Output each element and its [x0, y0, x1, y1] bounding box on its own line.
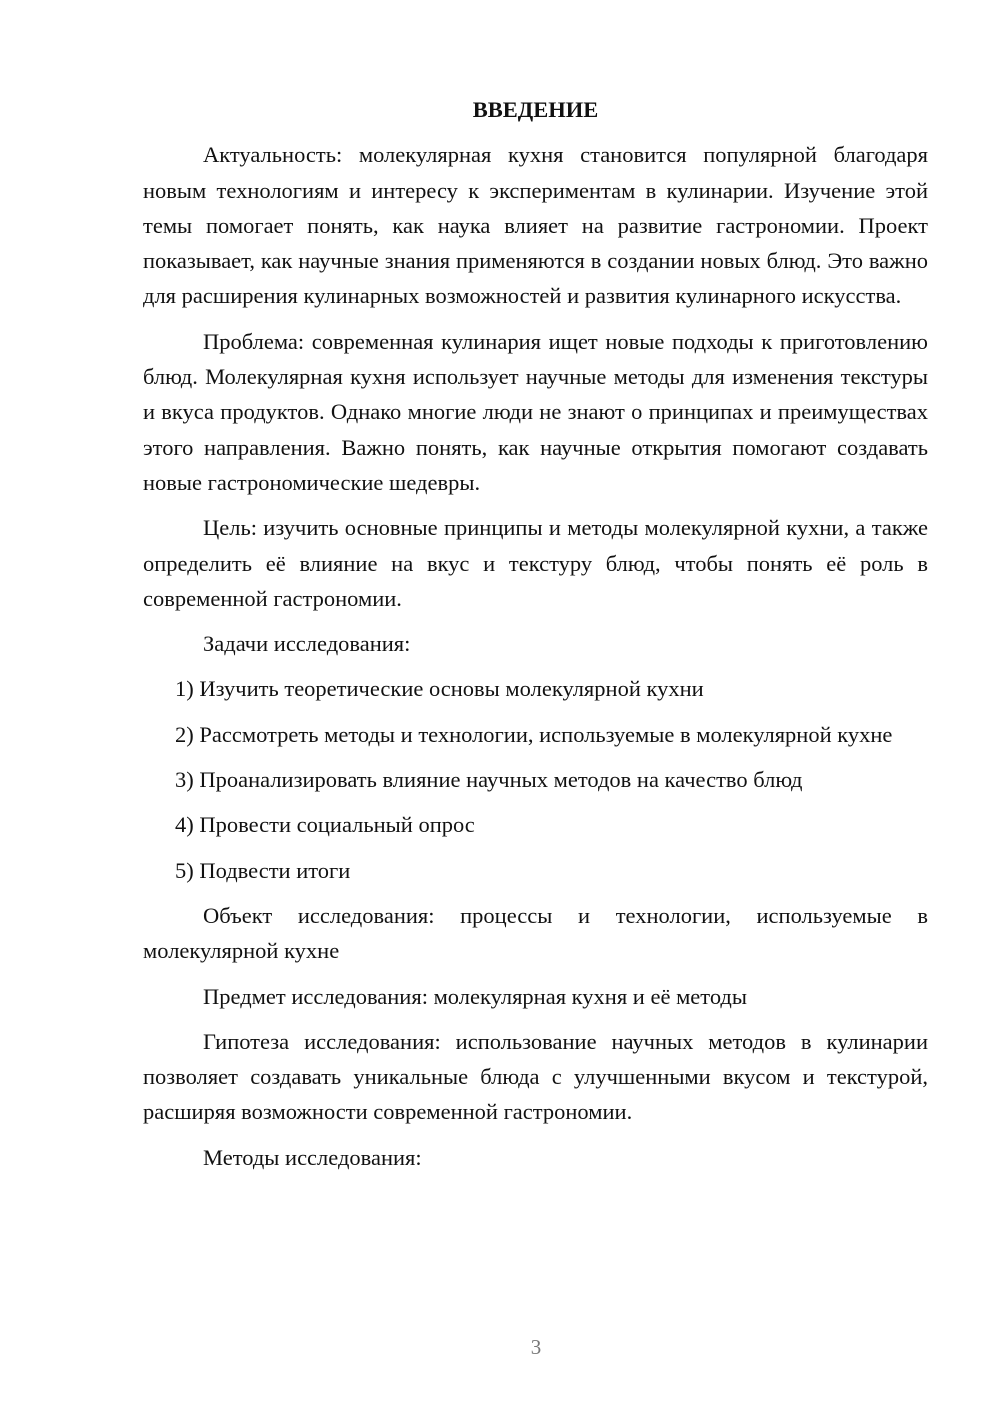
section-heading: ВВЕДЕНИЕ: [472, 97, 599, 122]
research-subject-paragraph: Предмет исследования: молекулярная кухня и её методы: [203, 983, 747, 1009]
goal-paragraph: Цель: изучить основные принципы и методы молекулярной кухни, а также определить её влияние на вкус и текстуру блюд, чтобы понять её роль в современной гастрономии.: [143, 515, 928, 611]
task-item-2: 2) Рассмотреть методы и технологии, используемые в молекулярной кухне: [175, 721, 893, 747]
task-item-5: 5) Подвести итоги: [175, 857, 351, 883]
hypothesis-paragraph: Гипотеза исследования: использование научных методов в кулинарии позволяет создавать уникальные блюда с улучшенными вкусом и текстурой, расширяя возможности современной гастрономии.: [143, 1028, 928, 1125]
research-object-paragraph: Объект исследования: процессы и технологии, используемые в молекулярной кухне: [143, 902, 928, 964]
problem-paragraph: Проблема: современная кулинария ищет новые подходы к приготовлению блюд. Молекулярная кухня использует научные методы для изменения текстуры и вкуса продуктов. Однако многие люди не знают о принципах и преимуществах этого направления. Важно понять, как научные открытия помогают создавать новые гастрономические шедевры.: [143, 328, 928, 495]
research-methods-paragraph: Методы исследования:: [203, 1144, 422, 1170]
page-content: [143, 92, 928, 1185]
task-item-4: 4) Провести социальный опрос: [175, 812, 475, 838]
tasks-intro: Задачи исследования:: [203, 631, 411, 657]
task-item-1: 1) Изучить теоретические основы молекулярной кухни: [175, 676, 704, 702]
page-number: 3: [530, 1335, 542, 1359]
task-item-3: 3) Проанализировать влияние научных методов на качество блюд: [175, 767, 803, 793]
relevance-paragraph: Актуальность: молекулярная кухня становится популярной благодаря новым технологиям и интересу к экспериментам в кулинарии. Изучение этой темы помогает понять, как наука влияет на развитие гастрономии. Проект показывает, как научные знания применяются в создании новых блюд. Это важно для расширения кулинарных возможностей и развития кулинарного искусства.: [143, 142, 928, 309]
